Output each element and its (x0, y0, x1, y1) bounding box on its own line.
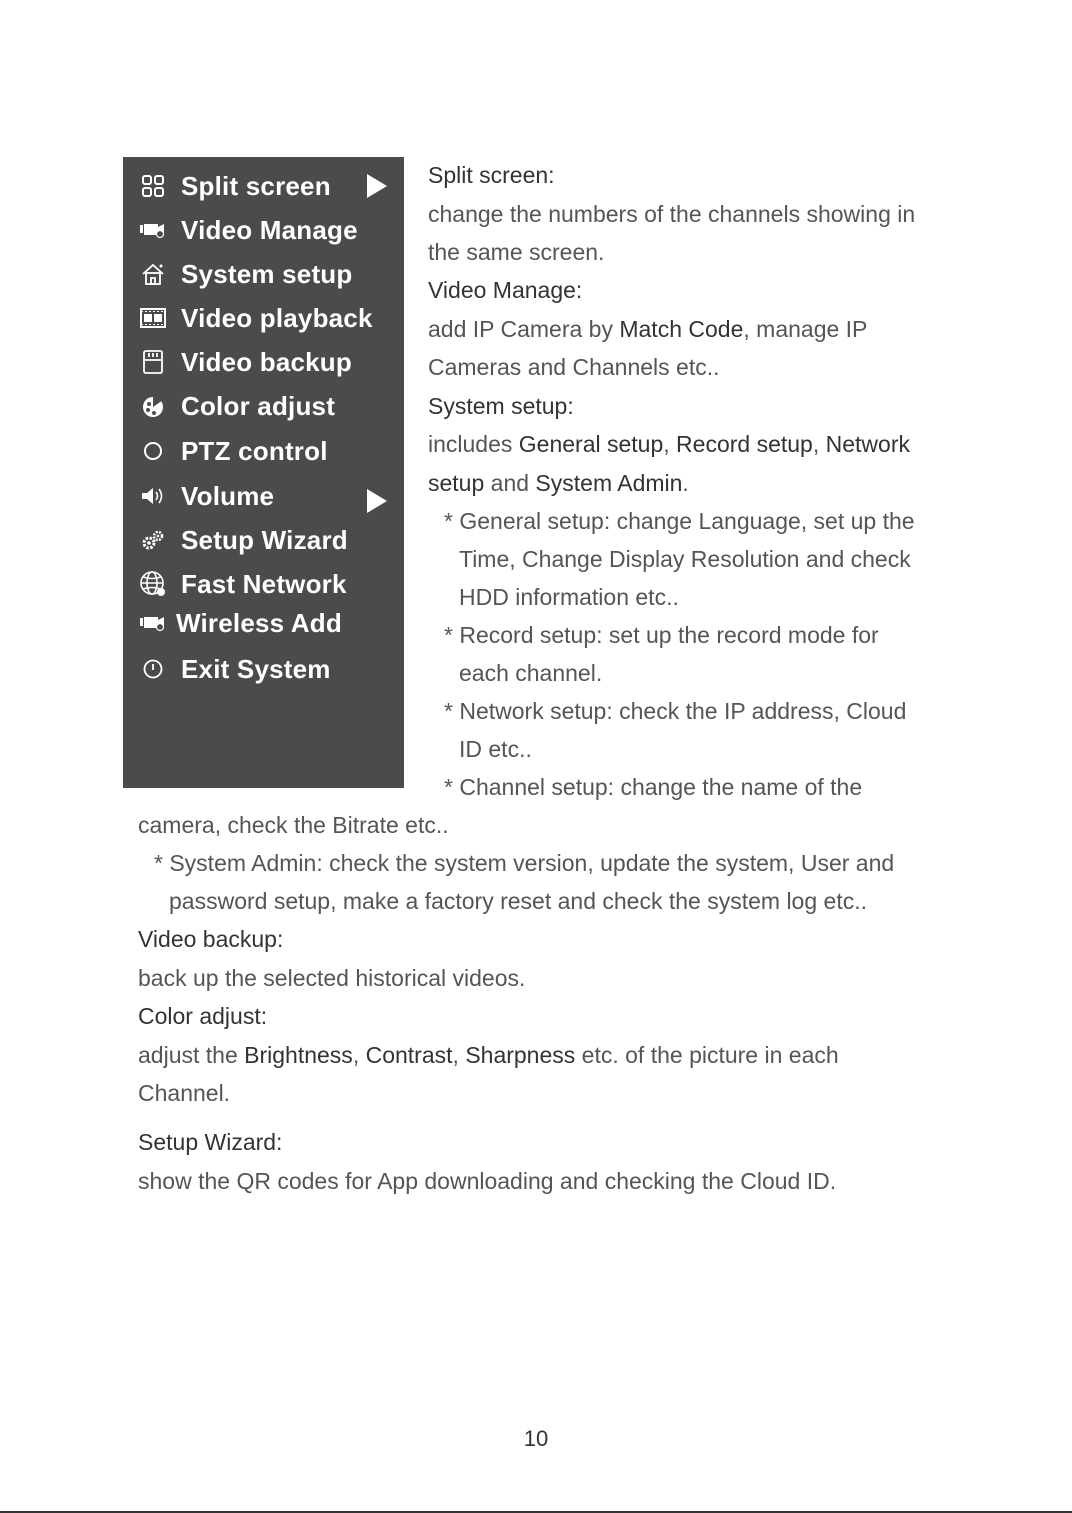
menu-item-label: Video Manage (181, 214, 358, 245)
system-setup-desc-line: includes General setup, Record setup, Network (428, 431, 910, 457)
menu-item-wireless-add[interactable] (123, 605, 404, 641)
menu-item-label: Color adjust (181, 390, 336, 421)
gears-icon (139, 526, 167, 554)
speaker-icon (139, 482, 167, 510)
page-number: 10 (523, 1426, 549, 1451)
split-screen-desc-line: change the numbers of the channels showing in (428, 201, 916, 227)
menu-item-color-adjust[interactable] (123, 388, 404, 424)
menu-item-ptz-control[interactable] (123, 433, 404, 469)
menu-item-label: Fast Network (181, 568, 347, 599)
menu-item-video-manage[interactable] (123, 212, 404, 248)
split-screen-heading: Split screen: (428, 162, 555, 188)
record-setup-line: * Record setup: set up the record mode for (444, 622, 879, 648)
menu-item-system-setup[interactable] (123, 256, 404, 292)
menu-item-label: Video backup (181, 346, 352, 377)
general-setup-line: * General setup: change Language, set up the (444, 508, 915, 534)
network-setup-line: * Network setup: check the IP address, Cloud (444, 698, 907, 724)
camera-icon (139, 216, 167, 244)
menu-item-label: System setup (181, 258, 353, 289)
submenu-arrow-icon[interactable] (367, 489, 387, 513)
video-manage-desc-line: Cameras and Channels etc.. (428, 354, 720, 380)
general-setup-line: Time, Change Display Resolution and check (459, 546, 911, 572)
camera-icon (139, 609, 167, 637)
system-admin-line: password setup, make a factory reset and check the system log etc.. (169, 888, 867, 914)
menu-item-label: Volume (181, 480, 275, 511)
split-screen-desc-line: the same screen. (428, 239, 605, 265)
main-menu-panel (123, 157, 404, 788)
channel-setup-line: camera, check the Bitrate etc.. (138, 812, 449, 838)
video-backup-heading: Video backup: (138, 926, 284, 952)
menu-item-label: Exit System (181, 653, 331, 684)
globe-icon (139, 570, 167, 598)
menu-item-setup-wizard[interactable] (123, 522, 404, 558)
menu-item-split-screen[interactable] (123, 168, 404, 204)
menu-item-video-backup[interactable] (123, 344, 404, 380)
menu-item-exit-system[interactable] (123, 651, 404, 687)
video-backup-desc-line: back up the selected historical videos. (138, 965, 526, 991)
color-adjust-desc-line: adjust the Brightness, Contrast, Sharpness etc. of the picture in each (138, 1042, 839, 1068)
house-icon (139, 260, 167, 288)
grid-icon (139, 172, 167, 200)
menu-item-label: Video playback (181, 302, 373, 333)
menu-item-fast-network[interactable] (123, 566, 404, 602)
system-admin-line: * System Admin: check the system version, update the system, User and (154, 850, 895, 876)
channel-setup-line: * Channel setup: change the name of the (444, 774, 863, 800)
menu-item-label: Wireless Add (176, 607, 342, 638)
system-setup-desc-line: setup and System Admin. (428, 470, 689, 496)
menu-item-label: Setup Wizard (181, 524, 348, 555)
video-manage-heading: Video Manage: (428, 277, 583, 303)
film-icon (139, 304, 167, 332)
system-setup-heading: System setup: (428, 393, 574, 419)
menu-item-volume[interactable] (123, 478, 404, 514)
sd-card-icon (139, 348, 167, 376)
setup-wizard-heading: Setup Wizard: (138, 1129, 283, 1155)
video-manage-desc-line: add IP Camera by Match Code, manage IP (428, 316, 868, 342)
menu-item-video-playback[interactable] (123, 300, 404, 336)
circle-icon (139, 437, 167, 465)
palette-icon (139, 392, 167, 420)
menu-item-label: Split screen (181, 170, 331, 201)
submenu-arrow-icon[interactable] (367, 174, 387, 198)
setup-wizard-desc-line: show the QR codes for App downloading and checking the Cloud ID. (138, 1168, 837, 1194)
color-adjust-desc-line: Channel. (138, 1080, 231, 1106)
record-setup-line: each channel. (459, 660, 603, 686)
menu-item-label: PTZ control (181, 435, 328, 466)
color-adjust-heading: Color adjust: (138, 1003, 268, 1029)
general-setup-line: HDD information etc.. (459, 584, 679, 610)
network-setup-line: ID etc.. (459, 736, 532, 762)
power-icon (139, 655, 167, 683)
